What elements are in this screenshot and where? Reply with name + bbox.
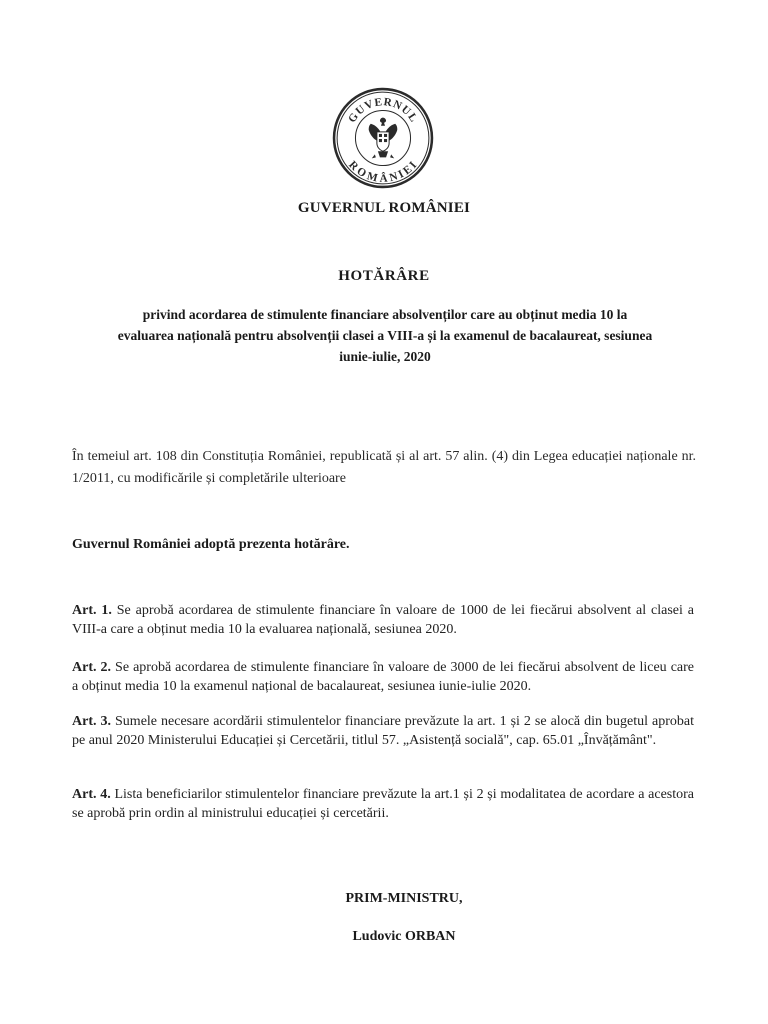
seal-text-bottom: ROMÂNIEI	[346, 158, 421, 186]
signatory-name: Ludovic ORBAN	[352, 929, 456, 944]
signatory-role: PRIM-MINISTRU,	[345, 891, 463, 906]
article-4	[72, 785, 694, 823]
article-text: Se aprobă acordarea de stimulente financiare în valoare de 1000 de lei fiecărui absolvent al clasei a VIII-a care a obținut media 10 la evaluarea națională, sesiunea 2020.	[72, 603, 694, 637]
adoption-statement: Guvernul României adoptă prezenta hotărâre.	[72, 537, 350, 552]
article-label: Art. 2.	[72, 660, 112, 675]
legal-basis-preamble: În temeiul art. 108 din Constituția României, republicată și al art. 57 alin. (4) din Legea educației naționale nr. 1/2011, cu modificările și completările ulterioare	[72, 449, 696, 486]
article-2	[72, 658, 694, 696]
subject-line: evaluarea națională pentru absolvenții clasei a VIII-a și la examenul de bacalaureat, sesiunea	[117, 328, 653, 343]
article-text: Sumele necesare acordării stimulentelor financiare prevăzute la art. 1 și 2 se alocă din bugetul aprobat pe anul 2020 Ministerului Educației și Cercetării, titlul 57. „Asistență socială", cap. 65.01 „Învățământ".	[72, 714, 694, 748]
article-3	[72, 712, 694, 750]
article-label: Art. 1.	[72, 603, 112, 618]
government-seal-icon	[332, 87, 434, 189]
article-label: Art. 3.	[72, 714, 111, 729]
subject-line: iunie-iulie, 2020	[339, 349, 431, 364]
seal-text-top: GUVERNUL	[346, 96, 420, 126]
subject-line: privind acordarea de stimulente financiare absolvenților care au obținut media 10 la	[142, 307, 628, 322]
document-type-heading: HOTĂRÂRE	[338, 268, 430, 284]
decision-subject	[70, 304, 700, 367]
article-1	[72, 601, 694, 639]
article-text: Se aprobă acordarea de stimulente financiare în valoare de 3000 de lei fiecărui absolvent de liceu care a obținut media 10 la examenul național de bacalaureat, sesiunea iunie-iulie 2020.	[72, 660, 695, 694]
government-title: GUVERNUL ROMÂNIEI	[297, 200, 471, 216]
svg-text:ROMÂNIEI	[346, 159, 420, 185]
article-text: Lista beneficiarilor stimulentelor financiare prevăzute la art.1 și 2 și modalitatea de acordare a acestora se aprobă prin ordin al ministrului educației și cercetării.	[72, 787, 695, 821]
article-label: Art. 4.	[72, 787, 111, 802]
